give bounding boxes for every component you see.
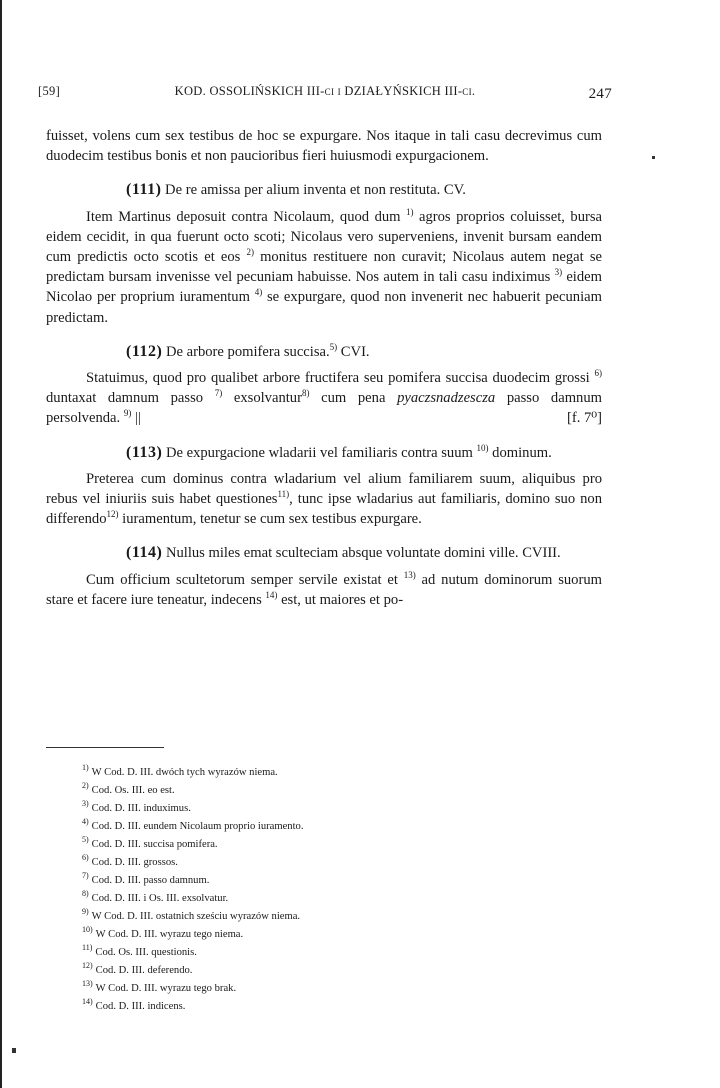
folio-reference: [f. 7⁰] [566,410,602,427]
footnote-text: Cod. D. III. induximus. [91,803,191,814]
header-title: KOD. OSSOLIŃSKICH III-ci i DZIAŁYŃSKICH III-ci. [174,84,476,98]
polish-term: pyaczsnadzescza [397,390,496,407]
footnote-ref: 12) [106,509,119,520]
footnote-text: W Cod. D. III. wyrazu tego niema. [95,929,244,940]
text-run: eidem Nicolao per proprium iuramentum [46,269,602,306]
paragraph-continuation: fuisset, volens cum sex testibus de hoc se expurgare. Nos itaque in tali casu decrevimus cum duodecim testibus bonis et non paucioribus fieri huiusmodi expurgacionem. [46,128,602,165]
heading-113 [46,443,602,463]
footnote-text: Cod. D. III. succisa pomifera. [91,839,218,850]
footnote-ref: 8) [301,388,310,399]
footnote-mark: 4) [82,817,89,827]
footnote-mark: 9) [82,907,89,917]
scan-speck [652,156,655,159]
text-run: exsolvantur [233,390,302,407]
heading-114 [46,543,602,563]
page-number: 247 [588,86,612,102]
footnote-text: Cod. D. III. indicens. [95,1001,186,1012]
footnote-ref: 1) [406,206,414,217]
text-run: est, ut maiores et po- [281,591,404,608]
heading-text: De expurgacione wladarii vel familiaris contra suum [165,444,473,461]
running-header [38,84,612,106]
footnote-text: Cod. Os. III. eo est. [91,785,175,796]
text-run: agros proprios coluisset, bursa eidem cecidit, in qua fuerunt octo scoti; Nicolaus vero superveniens, invenit bursam eandem cum predictis octo scotis et eos [46,208,603,266]
footnote-ref: 10) [476,442,489,453]
footnote [82,908,304,926]
heading-111 [46,180,602,200]
text-run: Statuimus, quod pro qualibet arbore fructifera seu pomifera succisa duodecim grossi [86,370,590,387]
footnote [82,872,304,890]
heading-text: De re amissa per alium inventa et non restituta. CV. [165,182,466,199]
footnote-mark: 14) [82,997,93,1007]
scan-speck [12,1048,16,1053]
footnote-mark: 11) [82,943,93,953]
text-run: cum pena [321,390,386,407]
heading-number: (113) [126,443,163,461]
section-number: [59] [38,84,61,98]
text-run: Cum officium scultetorum semper servile existat et [86,571,398,588]
footnotes [82,764,304,1016]
footnote-mark: 2) [82,781,89,791]
text-run: iuramentum, tenetur se cum sex testibus expurgare. [122,511,422,528]
footnote-text: W Cod. D. III. dwóch tych wyrazów niema. [91,767,278,778]
footnote [82,962,304,980]
footnote [82,782,304,800]
footnote [82,944,304,962]
paragraph-113 [46,469,602,530]
footnote [82,818,304,836]
footnote-ref: 11) [277,489,290,500]
footnote-ref: 2) [246,247,254,258]
text-run: se expurgare, quod non invenerit nec habuerit pecuniam predictam. [46,289,602,326]
text-run: Preterea cum dominus contra wladarium vel alium familiarem suum, aliquibus pro rebus vel iniuriis suis habet questiones [46,470,602,508]
heading-number: (114) [126,544,163,562]
text-run: monitus restituere non curavit; Nicolaus autem negat se predictam bursam invenisse vel pecuniam habuisse. Nos autem in tali casu indiximus [46,249,602,286]
page-edge-shadow [0,0,2,1088]
footnote [82,836,304,854]
footnote-text: Cod. D. III. i Os. III. exsolvatur. [91,893,229,904]
main-text [46,126,602,610]
heading-text: Nullus miles emat sculteciam absque voluntate domini ville. CVIII. [165,545,561,562]
heading-tail: dominum. [492,444,552,461]
text-run: , tunc ipse wladarius aut familiaris, domino suo non differendo [46,491,602,528]
folio-break-mark: || [134,410,141,427]
footnote [82,998,304,1016]
footnote-mark: 5) [82,835,89,845]
footnote-ref: 4) [254,287,263,298]
footnote-mark: 8) [82,889,89,899]
text-run: ad nutum dominorum suorum stare et facere iure teneatur, indecens [46,571,602,608]
heading-tail: CVI. [340,343,370,360]
paragraph-112 [46,368,602,429]
footnote-text: Cod. D. III. grossos. [91,857,178,868]
footnote-ref: 7) [214,388,223,399]
footnote-mark: 6) [82,853,89,863]
heading-text: De arbore pomifera succisa. [165,343,330,360]
heading-112 [46,342,602,362]
heading-number: (111) [126,181,162,199]
footnote [82,854,304,872]
footnote-mark: 10) [82,925,93,935]
footnote [82,890,304,908]
footnote-mark: 12) [82,961,93,971]
text-run: duntaxat damnum passo [46,390,204,407]
footnote-ref: 3) [554,267,563,278]
footnote-text: Cod. Os. III. questionis. [95,947,197,958]
heading-number: (112) [126,342,163,360]
footnote [82,980,304,998]
footnote-mark: 7) [82,871,89,881]
footnote-text: Cod. D. III. passo damnum. [91,875,210,886]
paragraph-111 [46,207,602,328]
footnote-ref: 9) [123,408,132,419]
footnote-text: Cod. D. III. eundem Nicolaum proprio iuramento. [91,821,304,832]
footnote-text: W Cod. D. III. ostatnich sześciu wyrazów niema. [91,911,301,922]
footnote [82,926,304,944]
footnote-ref: 13) [403,569,416,580]
footnote-text: Cod. D. III. deferendo. [95,965,193,976]
footnote [82,800,304,818]
footnote-mark: 3) [82,799,89,809]
text-run: passo damnum persolvenda. [46,390,602,427]
footnote [82,764,304,782]
footnote-mark: 13) [82,979,93,989]
footnote-text: W Cod. D. III. wyrazu tego brak. [95,983,237,994]
footnote-divider [46,747,164,748]
paragraph-114 [46,570,602,610]
footnote-ref: 14) [265,590,278,600]
footnote-ref: 6) [594,368,602,379]
footnote-mark: 1) [82,763,89,773]
footnote-ref: 5) [329,341,338,352]
text-run: Item Martinus deposuit contra Nicolaum, quod dum [86,208,401,225]
